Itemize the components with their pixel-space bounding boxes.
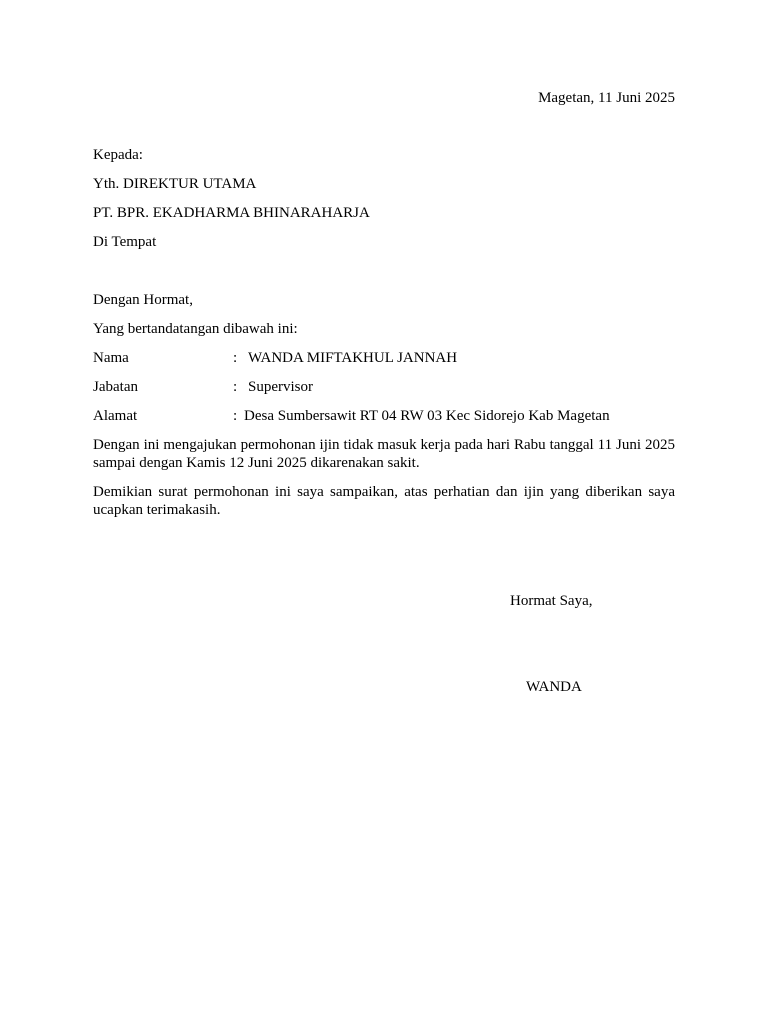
recipient-place: Di Tempat (93, 234, 157, 250)
recipient-to-label: Kepada: (93, 147, 143, 163)
field-colon-alamat: : (233, 408, 238, 424)
field-value-nama: WANDA MIFTAKHUL JANNAH (248, 350, 458, 366)
recipient-title: Yth. DIREKTUR UTAMA (93, 176, 257, 192)
field-label-jabatan: Jabatan (93, 379, 138, 395)
signer-name: WANDA (526, 679, 582, 695)
field-label-alamat: Alamat (93, 408, 138, 424)
field-value-jabatan: Supervisor (248, 379, 313, 395)
field-label-nama: Nama (93, 350, 129, 366)
body-paragraph-request: Dengan ini mengajukan permohonan ijin tidak masuk kerja pada hari Rabu tanggal 11 Juni 2025 sampai dengan Kamis 12 Juni 2025 dikarenakan sakit. (93, 437, 675, 471)
field-colon-jabatan: : (233, 379, 238, 395)
salutation: Dengan Hormat, (93, 292, 193, 308)
field-colon-nama: : (233, 350, 238, 366)
recipient-company: PT. BPR. EKADHARMA BHINARAHARJA (93, 205, 370, 221)
body-paragraph-closing: Demikian surat permohonan ini saya sampaikan, atas perhatian dan ijin yang diberikan saya ucapkan terimakasih. (93, 484, 675, 518)
field-value-alamat: Desa Sumbersawit RT 04 RW 03 Kec Sidorejo Kab Magetan (244, 408, 610, 424)
closing-greeting: Hormat Saya, (510, 593, 593, 609)
place-date: Magetan, 11 Juni 2025 (538, 90, 675, 106)
intro-line: Yang bertandatangan dibawah ini: (93, 321, 298, 337)
